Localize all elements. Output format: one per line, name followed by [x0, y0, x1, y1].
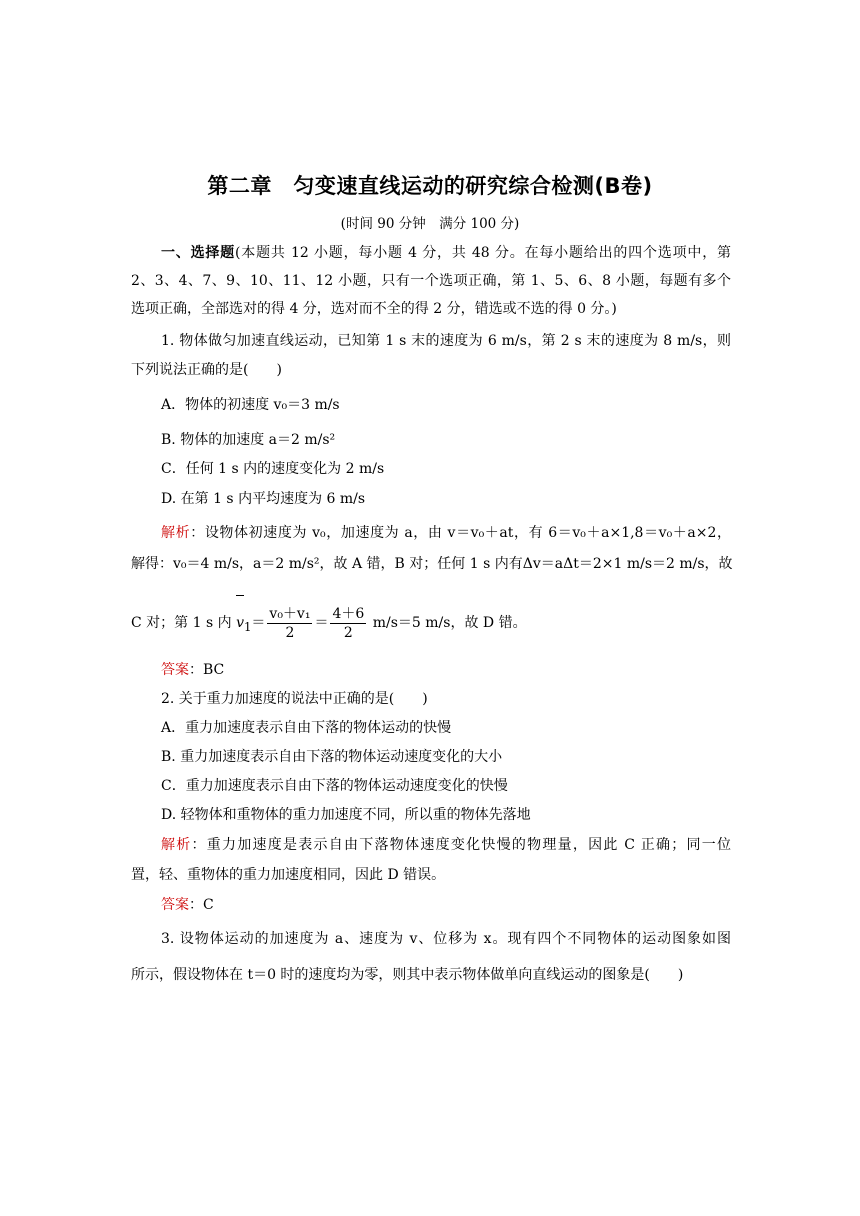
q1-analysis-line-1: 解析：设物体初速度为 v₀，加速度为 a，由 v＝v₀＋at，有 6＝v₀＋a×1,8＝v₀＋a×2， — [161, 525, 731, 541]
fraction-mean-velocity: $\frac{\text{v₀＋v₁}}{2}$ — [269, 605, 311, 641]
section-intro-line-2: 2、3、4、7、9、10、11、12 小题，只有一个选项正确，第 1、5、6、8 小题，每题有多个 — [131, 273, 731, 289]
q2-option-b: B. 重力加速度表示自由下落的物体运动速度变化的大小 — [161, 749, 503, 765]
fraction-numeric: $\frac{4+6}{2}$ — [332, 605, 365, 641]
q1-option-c: C．任何 1 s 内的速度变化为 2 m/s — [161, 461, 385, 477]
q2-option-a: A．重力加速度表示自由下落的物体运动的快慢 — [161, 720, 452, 736]
exam-info: (时间 90 分钟 满分 100 分) — [340, 216, 520, 232]
page-title: 第二章 匀变速直线运动的研究综合检测(B卷) — [207, 174, 653, 198]
section-intro-line-1: 一、选择题(本题共 12 小题，每小题 4 分，共 48 分。在每小题给出的四个选项中，第 — [161, 245, 731, 261]
q2-answer: 答案：C — [161, 897, 214, 913]
q3-stem-line-2: 所示，假设物体在 t＝0 时的速度均为零，则其中表示物体做单向直线运动的图象是( ) — [131, 967, 684, 983]
q2-analysis-line-2: 置，轻、重物体的重力加速度相同，因此 D 错误。 — [131, 867, 446, 883]
q1-answer: 答案：BC — [161, 662, 225, 678]
q1-option-a: A．物体的初速度 v₀＝3 m/s — [161, 397, 340, 413]
section-heading: 一、选择题 — [161, 245, 236, 261]
q1-option-d: D. 在第 1 s 内平均速度为 6 m/s — [161, 491, 366, 507]
answer-label: 答案 — [161, 662, 189, 678]
q1-analysis-line-3: C 对；第 1 s 内 $v_1=$ $\frac{\text{v₀＋v₁}}{2}$ ＝ $\frac{4+6}{2}$ m/s＝5 m/s，故 D 错。 — [131, 603, 731, 647]
q1-stem-line-1: 1. 物体做匀加速直线运动，已知第 1 s 末的速度为 6 m/s，第 2 s 末的速度为 8 m/s，则 — [161, 333, 731, 349]
analysis-label: 解析 — [161, 525, 191, 541]
analysis-label: 解析 — [161, 837, 192, 853]
q1-analysis-line-2: 解得：v₀＝4 m/s，a＝2 m/s²，故 A 错，B 对；任何 1 s 内有Δv＝aΔt＝2×1 m/s＝2 m/s，故 — [131, 556, 733, 572]
q1-option-b: B. 物体的加速度 a＝2 m/s² — [161, 432, 336, 448]
mean-velocity-symbol: v — [236, 603, 244, 643]
q3-stem-line-1: 3. 设物体运动的加速度为 a、速度为 v、位移为 x。现有四个不同物体的运动图象如图 — [161, 931, 731, 947]
q2-stem: 2. 关于重力加速度的说法中正确的是( ) — [161, 691, 428, 707]
answer-label: 答案 — [161, 897, 189, 913]
q1-stem-line-2: 下列说法正确的是( ) — [131, 362, 282, 378]
q2-analysis-line-1: 解析：重力加速度是表示自由下落物体速度变化快慢的物理量，因此 C 正确；同一位 — [161, 837, 731, 853]
q2-option-d: D. 轻物体和重物体的重力加速度不同，所以重的物体先落地 — [161, 807, 531, 823]
q2-option-c: C．重力加速度表示自由下落的物体运动速度变化的快慢 — [161, 778, 508, 794]
section-intro-line-3: 选项正确，全部选对的得 4 分，选对而不全的得 2 分，错选或不选的得 0 分。) — [131, 301, 617, 317]
